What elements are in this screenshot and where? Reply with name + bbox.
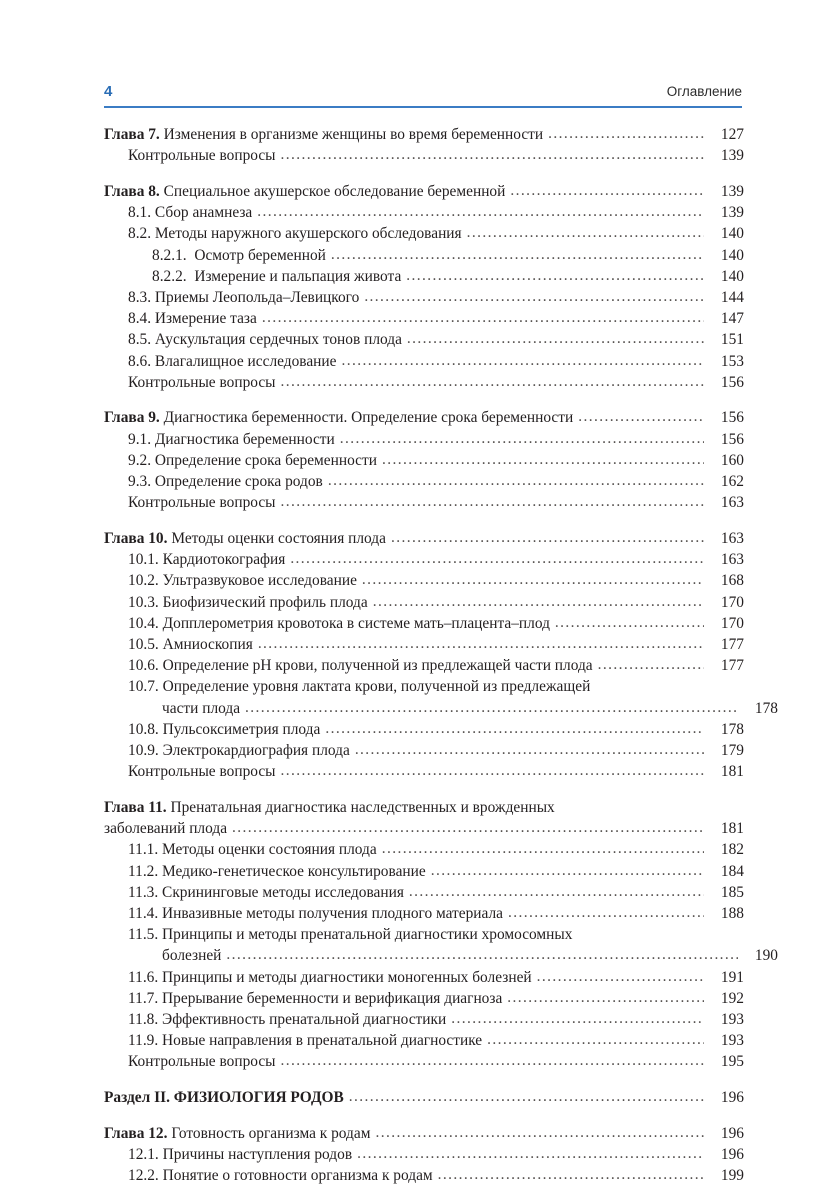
toc-entry[interactable] xyxy=(128,1009,744,1030)
toc-entry[interactable] xyxy=(128,287,744,308)
toc-entry-label: 11.2. Медико-генетическое консультирование xyxy=(128,862,426,880)
toc-entry-page: 163 xyxy=(720,551,744,569)
toc-entry-label: 10.1. Кардиотокография xyxy=(128,551,286,569)
toc-entry[interactable] xyxy=(128,570,744,591)
toc-entry[interactable] xyxy=(104,528,744,549)
toc-entry-label: 11.1. Методы оценки состояния плода xyxy=(128,841,377,859)
toc-entry[interactable] xyxy=(128,202,744,223)
toc-entry-label: 9.1. Диагностика беременности xyxy=(128,430,335,448)
toc-entry-page: 188 xyxy=(720,904,744,922)
toc-entry-label: 11.9. Новые направления в пренатальной диагностике xyxy=(128,1032,483,1050)
toc-entry[interactable] xyxy=(128,839,744,860)
toc-entry-page: 140 xyxy=(720,246,744,264)
table-of-contents xyxy=(104,124,778,1186)
toc-entry-label: 10.5. Амниоскопия xyxy=(128,635,253,653)
toc-entry-number: Глава 12. xyxy=(104,1124,168,1142)
toc-entry-label: Глава 11. Пренатальная диагностика наследственных и врожденных xyxy=(104,798,555,816)
toc-entry-page: 144 xyxy=(720,288,744,306)
toc-entry-page: 178 xyxy=(720,720,744,738)
dot-leader xyxy=(281,1050,704,1071)
toc-entry-number: Глава 9. xyxy=(104,409,160,427)
dot-leader xyxy=(548,123,704,144)
dot-leader xyxy=(598,654,704,675)
dot-leader xyxy=(375,1122,704,1143)
dot-leader xyxy=(281,491,704,512)
toc-entry-label: Глава 10. Методы оценки состояния плода xyxy=(104,529,386,547)
dot-leader xyxy=(226,944,738,965)
toc-entry[interactable] xyxy=(128,492,744,513)
toc-group xyxy=(104,1087,744,1108)
toc-entry[interactable] xyxy=(104,1087,744,1108)
dot-leader xyxy=(487,1029,704,1050)
toc-entry-page: 184 xyxy=(720,862,744,880)
toc-entry-label: 12.2. Понятие о готовности организма к родам xyxy=(128,1167,433,1185)
toc-entry[interactable] xyxy=(128,613,744,634)
toc-entry-label: Глава 7. Изменения в организме женщины во время беременности xyxy=(104,126,544,143)
toc-entry-page: 147 xyxy=(720,310,744,328)
toc-entry-label: Контрольные вопросы xyxy=(128,147,276,165)
toc-group xyxy=(104,528,778,782)
toc-entry-page: 156 xyxy=(720,430,744,448)
toc-entry[interactable] xyxy=(128,471,744,492)
toc-entry-page: 178 xyxy=(754,699,778,717)
toc-entry-page: 177 xyxy=(720,635,744,653)
dot-leader xyxy=(438,1164,704,1185)
toc-entry[interactable] xyxy=(128,740,744,761)
toc-entry-page: 196 xyxy=(720,1089,744,1107)
toc-entry-label: Глава 8. Специальное акушерское обследование беременной xyxy=(104,182,506,200)
toc-entry-page: 156 xyxy=(720,409,744,427)
toc-entry-page: 195 xyxy=(720,1053,744,1071)
toc-entry-page: 177 xyxy=(720,657,744,675)
toc-entry[interactable] xyxy=(128,351,744,372)
dot-leader xyxy=(451,1008,704,1029)
toc-entry-label: 10.3. Биофизический профиль плода xyxy=(128,593,368,611)
toc-entry-label: 8.2. Методы наружного акушерского обследования xyxy=(128,225,462,243)
header-rule xyxy=(104,106,742,108)
toc-entry-page: 170 xyxy=(720,593,744,611)
dot-leader xyxy=(342,350,705,371)
toc-entry-number: Глава 10. xyxy=(104,529,168,547)
dot-leader xyxy=(537,966,704,987)
toc-entry[interactable] xyxy=(128,882,744,903)
toc-group xyxy=(104,124,744,166)
toc-entry-number: Глава 8. xyxy=(104,182,160,200)
toc-entry-page: 185 xyxy=(720,883,744,901)
toc-entry-label: Контрольные вопросы xyxy=(128,373,276,391)
toc-entry[interactable] xyxy=(128,719,744,740)
toc-entry-page: 199 xyxy=(720,1167,744,1185)
toc-entry-label: 8.2.2. Измерение и пальпация живота xyxy=(152,267,402,285)
toc-entry-label: 11.7. Прерывание беременности и верификация диагноза xyxy=(128,989,503,1007)
toc-entry-label: Глава 9. Диагностика беременности. Определение срока беременности xyxy=(104,409,574,427)
toc-entry[interactable] xyxy=(128,676,778,718)
toc-entry-label: 11.6. Принципы и методы диагностики моногенных болезней xyxy=(128,968,532,986)
toc-entry-page: 196 xyxy=(720,1124,744,1142)
toc-entry-label: 11.3. Скрининговые методы исследования xyxy=(128,883,404,901)
toc-entry-label: 10.2. Ультразвуковое исследование xyxy=(128,572,357,590)
toc-entry-page: 181 xyxy=(720,763,744,781)
toc-entry-label: 10.7. Определение уровня лактата крови, полученной из предлежащей xyxy=(128,678,591,696)
toc-entry-page: 163 xyxy=(720,529,744,547)
toc-entry-page: 193 xyxy=(720,1032,744,1050)
toc-entry-label: 10.6. Определение рН крови, полученной из предлежащей части плода xyxy=(128,657,593,675)
toc-entry-label: 11.8. Эффективность пренатальной диагностики xyxy=(128,1010,447,1028)
toc-entry-label: Контрольные вопросы xyxy=(128,494,276,512)
dot-leader xyxy=(281,371,704,392)
toc-entry[interactable] xyxy=(128,145,744,166)
dot-leader xyxy=(245,697,738,718)
toc-entry-page: 156 xyxy=(720,373,744,391)
dot-leader xyxy=(406,265,704,286)
dot-leader xyxy=(382,449,704,470)
toc-entry-label: 11.4. Инвазивные методы получения плодного материала xyxy=(128,904,504,922)
toc-entry-page: 179 xyxy=(720,741,744,759)
toc-entry-page: 139 xyxy=(720,204,744,222)
toc-entry-label: Глава 12. Готовность организма к родам xyxy=(104,1124,371,1142)
toc-entry[interactable] xyxy=(128,761,744,782)
dot-leader xyxy=(262,307,704,328)
dot-leader xyxy=(325,718,704,739)
toc-entry-page: 139 xyxy=(720,182,744,200)
toc-entry-page: 170 xyxy=(720,614,744,632)
toc-entry-page: 139 xyxy=(720,147,744,165)
toc-entry-label: 8.2.1. Осмотр беременной xyxy=(152,246,326,264)
running-head-title: Оглавление xyxy=(666,84,742,99)
toc-entry-page: 151 xyxy=(720,331,744,349)
toc-entry-label: 9.2. Определение срока беременности xyxy=(128,451,377,469)
toc-entry-page: 196 xyxy=(720,1145,744,1163)
toc-entry[interactable] xyxy=(128,988,744,1009)
toc-entry[interactable] xyxy=(104,181,744,202)
toc-entry-label-continued: заболеваний плода xyxy=(104,820,228,838)
toc-entry[interactable] xyxy=(128,450,744,471)
toc-entry-label: 8.4. Измерение таза xyxy=(128,310,257,328)
toc-entry[interactable] xyxy=(128,549,744,570)
dot-leader xyxy=(508,902,704,923)
toc-entry[interactable] xyxy=(104,407,744,428)
dot-leader xyxy=(467,222,704,243)
toc-group xyxy=(104,181,744,393)
dot-leader xyxy=(290,548,704,569)
toc-entry-label: 8.6. Влагалищное исследование xyxy=(128,352,337,370)
toc-entry[interactable] xyxy=(128,861,744,882)
toc-entry-label: 8.5. Аускультация сердечных тонов плода xyxy=(128,331,402,349)
toc-entry-label: 10.9. Электрокардиография плода xyxy=(128,741,350,759)
dot-leader xyxy=(555,612,704,633)
page-folio: 4 xyxy=(104,83,113,100)
toc-entry-label: 8.1. Сбор анамнеза xyxy=(128,204,253,222)
dot-leader xyxy=(281,760,704,781)
toc-entry[interactable] xyxy=(152,245,744,266)
toc-entry-label: 12.1. Причины наступления родов xyxy=(128,1145,353,1163)
dot-leader xyxy=(578,406,704,427)
dot-leader xyxy=(281,144,704,165)
dot-leader xyxy=(258,633,704,654)
toc-entry-label-continued: болезней xyxy=(162,947,222,965)
dot-leader xyxy=(257,201,704,222)
toc-entry-page: 127 xyxy=(720,126,744,143)
toc-entry[interactable] xyxy=(128,592,744,613)
toc-entry-label: Контрольные вопросы xyxy=(128,763,276,781)
dot-leader xyxy=(364,286,704,307)
toc-entry-page: 162 xyxy=(720,473,744,491)
toc-entry-page: 153 xyxy=(720,352,744,370)
toc-entry-page: 168 xyxy=(720,572,744,590)
toc-entry-page: 193 xyxy=(720,1010,744,1028)
toc-entry[interactable] xyxy=(128,903,744,924)
dot-leader xyxy=(357,1143,704,1164)
toc-entry[interactable] xyxy=(128,1030,744,1051)
toc-entry[interactable] xyxy=(104,124,744,145)
toc-entry-page: 181 xyxy=(720,820,744,838)
toc-entry-label: 8.3. Приемы Леопольда–Левицкого xyxy=(128,288,360,306)
toc-entry[interactable] xyxy=(128,1051,744,1072)
toc-entry-label: Контрольные вопросы xyxy=(128,1053,276,1071)
toc-entry-page: 140 xyxy=(720,225,744,243)
toc-entry[interactable] xyxy=(128,967,744,988)
toc-group xyxy=(104,407,744,513)
dot-leader xyxy=(431,860,704,881)
toc-entry-page: 160 xyxy=(720,451,744,469)
toc-entry-label: 9.3. Определение срока родов xyxy=(128,473,323,491)
dot-leader xyxy=(328,470,704,491)
toc-entry-page: 163 xyxy=(720,494,744,512)
toc-entry-page: 182 xyxy=(720,841,744,859)
toc-entry[interactable] xyxy=(128,308,744,329)
toc-entry-page: 191 xyxy=(720,968,744,986)
toc-entry-number: Глава 11. xyxy=(104,798,167,816)
dot-leader xyxy=(232,817,704,838)
dot-leader xyxy=(340,428,704,449)
toc-entry[interactable] xyxy=(128,655,744,676)
toc-entry[interactable] xyxy=(128,924,778,966)
toc-entry[interactable] xyxy=(104,1123,744,1144)
toc-entry-label: 10.8. Пульсоксиметрия плода xyxy=(128,720,321,738)
dot-leader xyxy=(510,180,704,201)
toc-entry-number: Раздел II. ФИЗИОЛОГИЯ РОДОВ xyxy=(104,1089,344,1107)
toc-entry[interactable] xyxy=(128,372,744,393)
dot-leader xyxy=(373,591,704,612)
running-head xyxy=(104,84,742,104)
dot-leader xyxy=(355,739,704,760)
toc-entry[interactable] xyxy=(128,1165,744,1186)
toc-entry-number: Глава 7. xyxy=(104,126,160,143)
toc-entry[interactable] xyxy=(128,1144,744,1165)
toc-entry[interactable] xyxy=(128,429,744,450)
dot-leader xyxy=(331,244,704,265)
toc-entry[interactable] xyxy=(152,266,744,287)
dot-leader xyxy=(391,527,704,548)
toc-entry-label xyxy=(104,1087,349,1108)
toc-entry-label: 10.4. Допплерометрия кровотока в системе мать–плацента–плод xyxy=(128,614,550,632)
toc-entry-page: 192 xyxy=(720,989,744,1007)
dot-leader xyxy=(382,838,704,859)
toc-entry[interactable] xyxy=(128,223,744,244)
dot-leader xyxy=(362,569,704,590)
toc-entry[interactable] xyxy=(104,797,744,839)
toc-entry-label: 11.5. Принципы и методы пренатальной диагностики хромосомных xyxy=(128,926,573,944)
toc-group xyxy=(104,797,778,1073)
toc-group xyxy=(104,1123,744,1187)
dot-leader xyxy=(507,987,704,1008)
dot-leader xyxy=(349,1086,704,1107)
toc-entry[interactable] xyxy=(128,329,744,350)
toc-entry-page: 190 xyxy=(754,947,778,965)
toc-entry[interactable] xyxy=(128,634,744,655)
toc-entry-label-continued: части плода xyxy=(162,699,241,717)
toc-entry-page: 140 xyxy=(720,267,744,285)
dot-leader xyxy=(409,881,704,902)
dot-leader xyxy=(407,328,704,349)
